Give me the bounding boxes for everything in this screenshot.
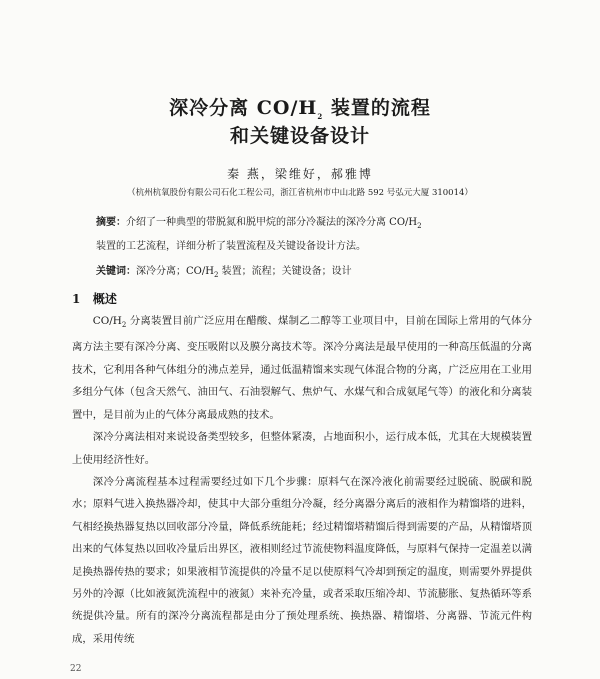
keywords-label: 关键词： bbox=[96, 266, 136, 277]
keywords: 关键词：深冷分离；$CO/H_2$ 装置；流程；关键设备；设计 bbox=[96, 266, 352, 279]
page-number: 22 bbox=[70, 664, 82, 674]
section-heading: 1 概述 bbox=[72, 292, 117, 306]
body-text bbox=[72, 310, 532, 650]
paragraph-2: 深冷分离法相对来说设备类型较多，但整体紧凑，占地面积小，运行成本低，尤其在大规模装置上使用经济性好。 bbox=[72, 431, 532, 466]
paragraph-3: 深冷分离流程基本过程需要经过如下几个步骤：原料气在深冷液化前需要经过脱硫、脱碳和脱水；原料气进入换热器冷却，使其中大部分重组分冷凝，经分离器分离后的液相作为精馏塔的进料，气相经换热器复热以回收部分冷量，降低系统能耗；经过精馏塔精馏后得到需要的产品，从精馏塔顶出来的气体复热以回收冷量后出界区，液相则经过节流使物料温度降低，与原料气保持一定温差以满足换热器传热的要求；如果液相节流提供的冷量不足以使原料气冷却到预定的温度，则需要外界提供另外的冷源（比如液氮洗流程中的液氮）来补充冷量，或者采取压缩冷却、节流膨胀、复热循环等系统提供冷量。所有的深冷分离流程都是由分了预处理系统、换热器、精馏塔、分离器、节流元件构成，采用传统 bbox=[72, 475, 532, 645]
abstract: 摘要：介绍了一种典型的带脱氮和脱甲烷的部分冷凝法的深冷分离 $CO/H_2$ bbox=[96, 217, 422, 230]
paragraph-1: $CO/H_2$ 分离装置目前广泛应用在醋酸、煤制乙二醇等工业项目中，目前在国际上常用的气体分离方法主要有深冷分离、变压吸附以及膜分离技术等。深冷分离法是最早使用的一种高压低温的分离技术，它利用各种气体组分的沸点差异，通过低温精馏来实现气体混合物的分离，广泛应用在工业用多组分气体（包含天然气、油田气、石油裂解气、焦炉气、水煤气和合成氨尾气等）的液化和分离装置中，是目前为止的气体分离最成熟的技术。 bbox=[72, 315, 532, 421]
affiliation: （杭州杭氧股份有限公司石化工程公司，浙江省杭州市中山北路 592 号弘元大厦 310014） bbox=[127, 188, 473, 198]
paper-title-line2: 和关键设备设计 bbox=[229, 125, 370, 147]
abstract-label: 摘要： bbox=[96, 217, 126, 228]
abstract-line2: 装置的工艺流程，详细分析了装置流程及关键设备设计方法。 bbox=[96, 241, 366, 252]
authors: 秦 燕，梁维好，郝雅博 bbox=[227, 167, 373, 181]
paper-title-line1: 深冷分离 $CO/H_2$ 装置的流程 bbox=[169, 97, 431, 121]
